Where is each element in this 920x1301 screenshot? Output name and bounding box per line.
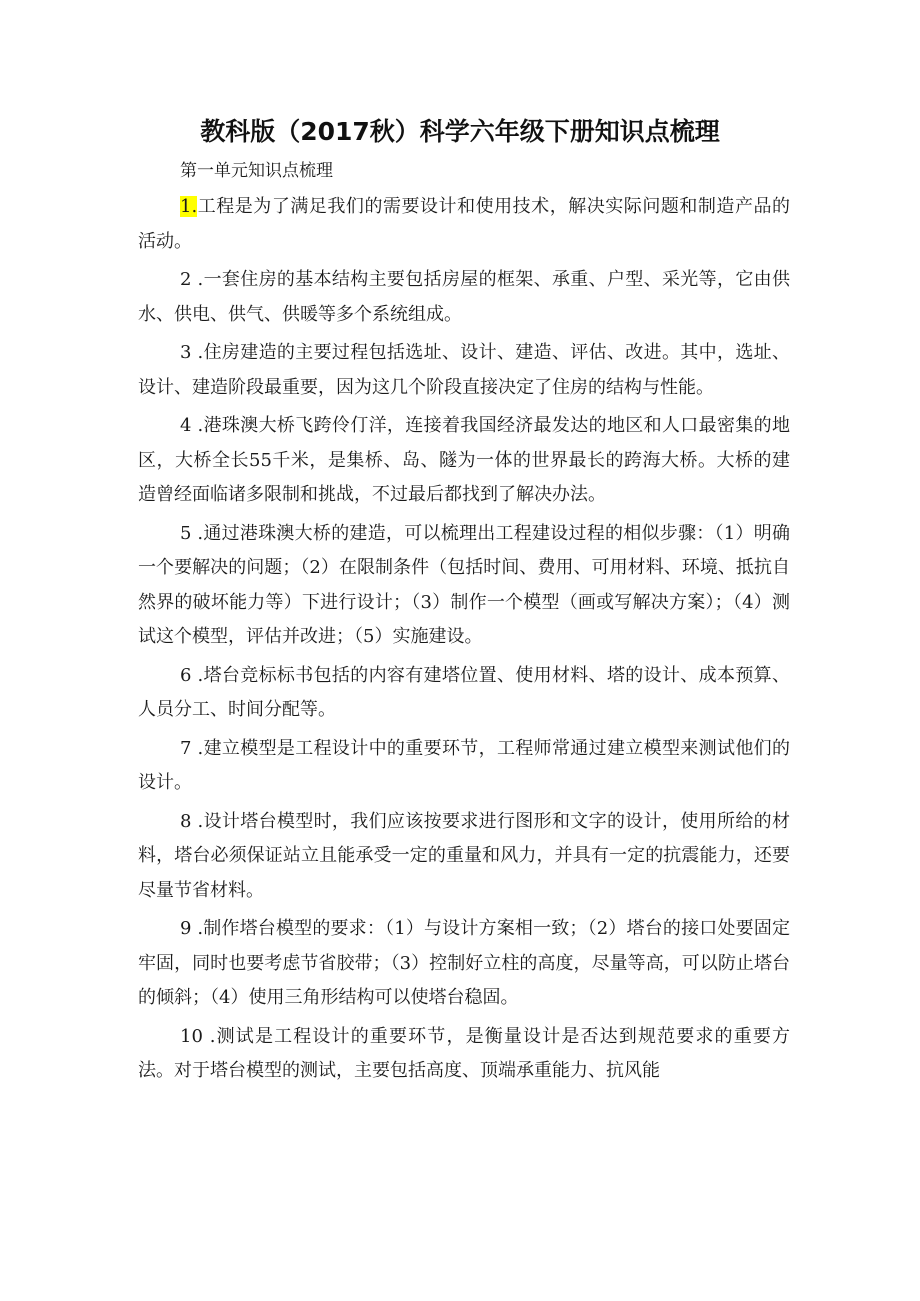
paragraph-5 — [138, 517, 790, 655]
paragraph-text: 制作塔台模型的要求：（1）与设计方案相一致；（2）塔台的接口处要固定牢固，同时也要考虑节省胶带；（3）控制好立柱的高度，尽量等高，可以防止塔台的倾斜；（4）使用三角形结构可以使塔台稳固。 — [138, 918, 790, 1008]
section-heading: 第一单元知识点梳理 — [180, 161, 333, 181]
paragraph-text: 一套住房的基本结构主要包括房屋的框架、承重、户型、采光等，它由供水、供电、供气、供暖等多个系统组成。 — [138, 269, 790, 325]
paragraph-2 — [138, 263, 790, 332]
paragraph-number: 4 . — [180, 415, 204, 436]
paragraph-text: 建立模型是工程设计中的重要环节，工程师常通过建立模型来测试他们的设计。 — [138, 737, 790, 793]
paragraph-6 — [138, 659, 790, 728]
paragraph-number: 3 . — [180, 342, 204, 363]
document-title: 教科版（2017秋）科学六年级下册知识点梳理 — [200, 117, 720, 146]
paragraph-10 — [138, 1020, 790, 1089]
paragraph-9 — [138, 912, 790, 1016]
paragraph-number: 9 . — [180, 918, 204, 939]
paragraph-number: 5 . — [180, 522, 204, 544]
paragraph-text: 工程是为了满足我们的需要设计和使用技术，解决实际问题和制造产品的活动。 — [138, 196, 790, 252]
paragraph-number: 6 . — [180, 664, 204, 686]
paragraph-text: 测试是工程设计的重要环节，是衡量设计是否达到规范要求的重要方法。对于塔台模型的测试，主要包括高度、顶端承重能力、抗风能 — [138, 1025, 790, 1081]
paragraph-text: 设计塔台模型时，我们应该按要求进行图形和文字的设计，使用所给的材料，塔台必须保证站立且能承受一定的重量和风力，并具有一定的抗震能力，还要尽量节省材料。 — [138, 810, 790, 901]
paragraph-number: 7 . — [180, 737, 204, 759]
paragraph-3 — [138, 336, 790, 405]
paragraph-text: 港珠澳大桥飞跨伶仃洋，连接着我国经济最发达的地区和人口最密集的地区，大桥全长55千米，是集桥、岛、隧为一体的世界最长的跨海大桥。大桥的建造曾经面临诸多限制和挑战，不过最后都找到了解决办法。 — [138, 415, 790, 505]
paragraph-number-highlighted: 1. — [180, 196, 198, 217]
paragraph-text: 塔台竞标标书包括的内容有建塔位置、使用材料、塔的设计、成本预算、人员分工、时间分配等。 — [138, 664, 790, 720]
paragraph-7 — [138, 732, 790, 801]
paragraph-number: 10 . — [180, 1025, 216, 1047]
paragraph-4 — [138, 409, 790, 513]
document-body — [138, 190, 790, 1093]
paragraph-text: 通过港珠澳大桥的建造，可以梳理出工程建设过程的相似步骤：（1）明确一个要解决的问题；（2）在限制条件（包括时间、费用、可用材料、环境、抵抗自然界的破坏能力等）下进行设计；（3）制作一个模型（画或写解决方案）；（4）测试这个模型，评估并改进；（5）实施建设。 — [138, 522, 790, 647]
paragraph-number: 8 . — [180, 810, 204, 832]
paragraph-text: 住房建造的主要过程包括选址、设计、建造、评估、改进。其中，选址、设计、建造阶段最重要，因为这几个阶段直接决定了住房的结构与性能。 — [138, 342, 790, 398]
paragraph-8 — [138, 805, 790, 909]
paragraph-number: 2 . — [180, 269, 204, 290]
paragraph-1 — [138, 190, 790, 259]
